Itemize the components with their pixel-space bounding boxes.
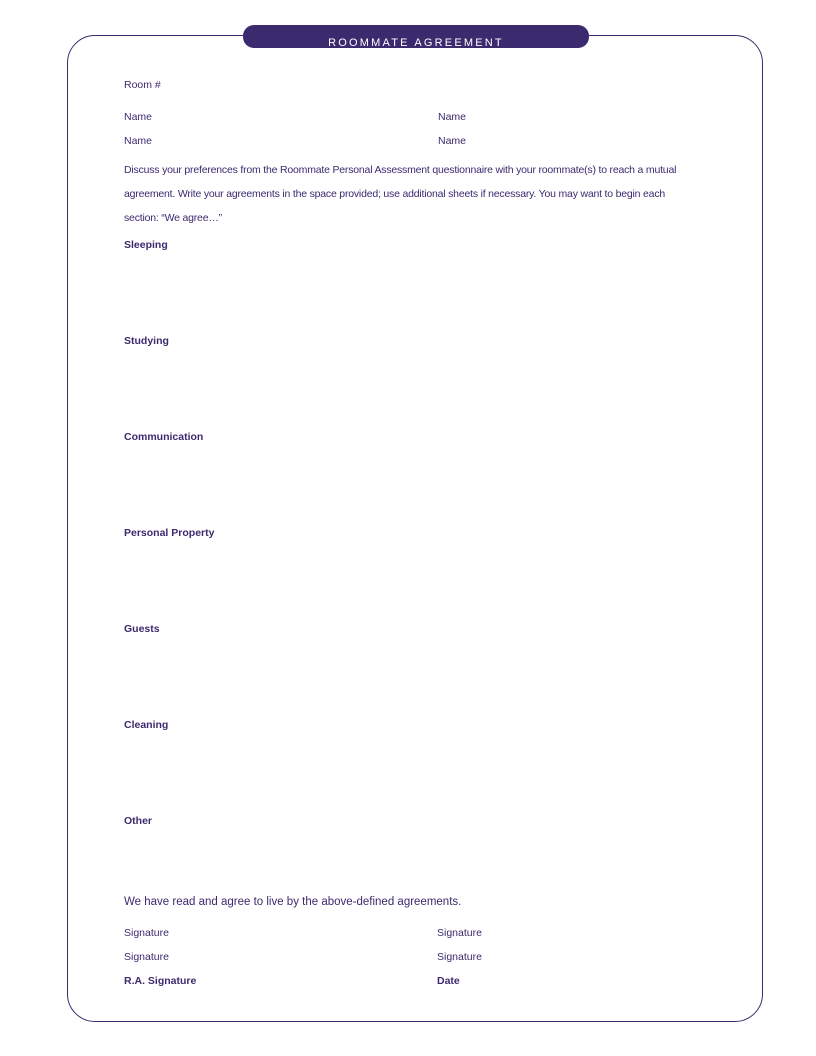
instructions-paragraph: Discuss your preferences from the Roommate Personal Assessment questionnaire with your roommate(s) to reach a mutual agreement. Write your agreements in the space provided; use additional sheets if necessary. You may want to begin each section: “We agree…”	[124, 164, 677, 224]
date-label: Date	[437, 975, 460, 987]
title-banner	[243, 25, 589, 48]
ra-signature-label: R.A. Signature	[124, 975, 197, 987]
agreement-statement: We have read and agree to live by the above-defined agreements.	[124, 896, 462, 908]
section-label-cleaning: Cleaning	[124, 719, 169, 731]
signature-label-right-2: Signature	[437, 951, 482, 963]
section-entry-cleaning[interactable]	[124, 735, 704, 809]
section-entry-guests[interactable]	[124, 639, 704, 713]
section-label-personal-property: Personal Property	[124, 527, 215, 539]
signature-label-left-1: Signature	[124, 927, 169, 939]
name-label-right-2: Name	[438, 135, 467, 147]
signature-label-left-2: Signature	[124, 951, 169, 963]
room-number-label: Room #	[124, 79, 161, 91]
section-label-communication: Communication	[124, 431, 204, 443]
signature-label-right-1: Signature	[437, 927, 482, 939]
section-label-sleeping: Sleeping	[124, 239, 168, 251]
form-title: ROOMMATE AGREEMENT	[328, 37, 504, 48]
name-label-left-1: Name	[124, 111, 153, 123]
name-label-left-2: Name	[124, 135, 153, 147]
section-entry-other[interactable]	[124, 831, 704, 905]
section-label-guests: Guests	[124, 623, 160, 635]
section-label-studying: Studying	[124, 335, 169, 347]
section-entry-communication[interactable]	[124, 447, 704, 521]
section-entry-studying[interactable]	[124, 351, 704, 425]
section-entry-personal-property[interactable]	[124, 543, 704, 617]
section-label-other: Other	[124, 815, 153, 827]
name-label-right-1: Name	[438, 111, 467, 123]
section-entry-sleeping[interactable]	[124, 255, 704, 329]
